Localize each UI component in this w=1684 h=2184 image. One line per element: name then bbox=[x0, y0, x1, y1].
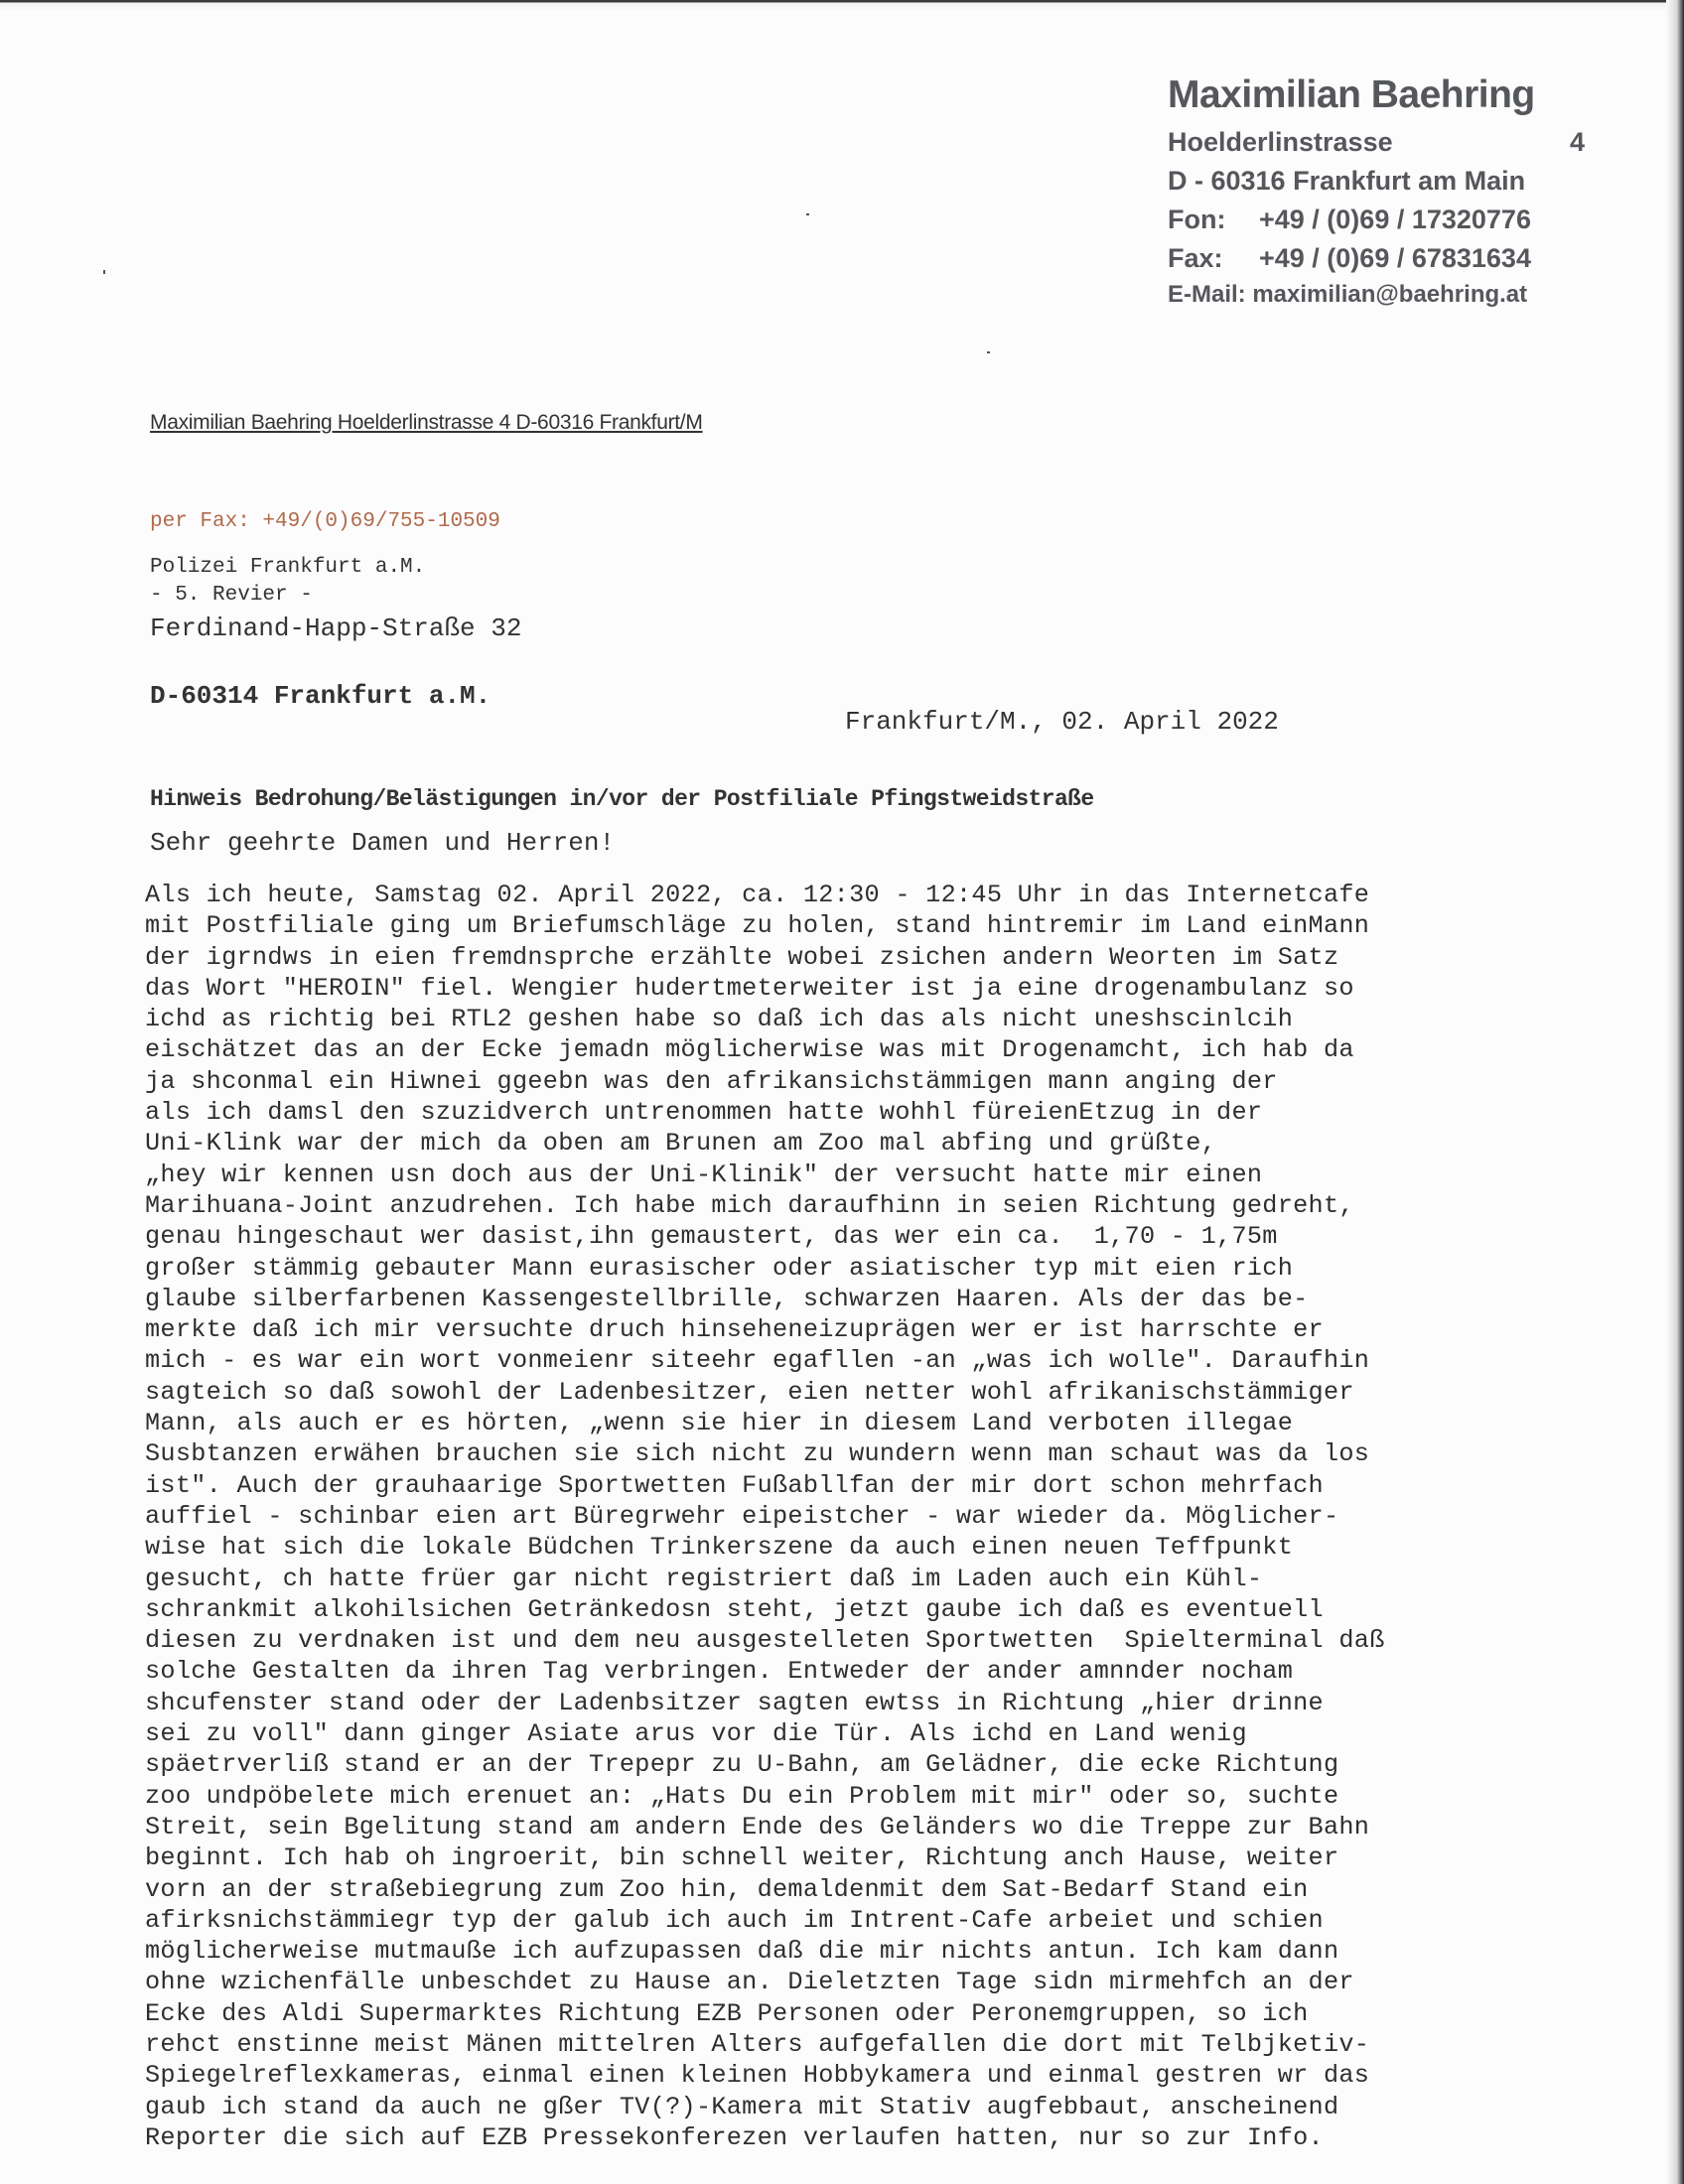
body-line: Spiegelreflexkameras, einmal einen kleinen Hobbykamera und einmal gestren wr das bbox=[145, 2061, 1370, 2091]
recipient-fax-note: per Fax: +49/(0)69/755-10509 bbox=[150, 510, 500, 533]
sender-return-address: Maximilian Baehring Hoelderlinstrasse 4 D-60316 Frankfurt/M bbox=[150, 411, 703, 434]
body-line: ichd as richtig bei RTL2 geshen habe so daß ich das als nicht uneshscinlcih bbox=[145, 1005, 1294, 1034]
letterhead-phone-line bbox=[1168, 201, 1585, 239]
letterhead-phone-label: Fon: bbox=[1168, 205, 1226, 234]
body-line: vorn an der straßebiegrung zum Zoo hin, demaldenmit dem Sat-Bedarf Stand ein bbox=[145, 1874, 1309, 1904]
body-line: gesucht, ch hatte früer gar nicht registriert daß im Laden auch ein Kühl- bbox=[145, 1564, 1263, 1593]
letterhead bbox=[1168, 71, 1585, 312]
body-line: gaub ich stand da auch ne gßer TV(?)-Kamera mit Stativ augfebbaut, anscheinend bbox=[145, 2092, 1339, 2121]
letterhead-house-number: 4 bbox=[1569, 127, 1585, 157]
body-line: Als ich heute, Samstag 02. April 2022, ca. 12:30 - 12:45 Uhr in das Internetcafe bbox=[145, 881, 1370, 909]
body-line: Susbtanzen erwähen brauchen sie sich nicht zu wundern wenn man schaut was da los bbox=[145, 1439, 1370, 1469]
letterhead-email: E-Mail: maximilian@baehring.at bbox=[1168, 281, 1528, 308]
recipient-street: Ferdinand-Happ-Straße 32 bbox=[150, 614, 522, 643]
body-line: diesen zu verdnaken ist und dem neu ausgestelleten Sportwetten Spielterminal daß bbox=[145, 1626, 1385, 1656]
letterhead-fax: +49 / (0)69 / 67831634 bbox=[1259, 243, 1531, 273]
recipient-department: - 5. Revier - bbox=[150, 584, 313, 607]
body-line: ja shconmal ein Hiwnei ggeebn was den afrikansichstämmigen mann anging der bbox=[145, 1066, 1278, 1096]
body-line: mich - es war ein wort vonmeienr siteehr egafllen -an „was ich wolle". Daraufhin bbox=[145, 1346, 1370, 1376]
body-line: afirksnichstämmiegr typ der galub ich auch im Intrent-Cafe arbeiet und schien bbox=[145, 1905, 1324, 1935]
body-line: beginnt. Ich hab oh ingroerit, bin schnell weiter, Richtung anch Hause, weiter bbox=[145, 1843, 1339, 1873]
recipient-city: D-60314 Frankfurt a.M. bbox=[150, 681, 491, 711]
letter-salutation: Sehr geehrte Damen und Herren! bbox=[150, 828, 616, 858]
body-line: merkte daß ich mir versuchte druch hinseheneizuprägen wer er ist harrschte er bbox=[145, 1315, 1324, 1345]
letterhead-name: Maximilian Baehring bbox=[1168, 73, 1535, 116]
body-line: der igrndws in eien fremdnsprche erzählte wobei zsichen andern Weorten im Satz bbox=[145, 942, 1339, 972]
body-line: mit Postfiliale ging um Briefumschläge zu holen, stand hintremir im Land einMann bbox=[145, 911, 1370, 941]
body-line: das Wort "HEROIN" fiel. Wengier hudertmeterweiter ist ja eine drogenambulanz so bbox=[145, 973, 1354, 1003]
body-line: shcufenster stand oder der Ladenbsitzer sagten ewtss in Richtung „hier drinne bbox=[145, 1688, 1324, 1717]
body-line: späetrverliß stand er an der Trepepr zu U-Bahn, am Gelädner, die ecke Richtung bbox=[145, 1750, 1339, 1780]
body-line: solche Gestalten da ihren Tag verbringen. Entweder der ander amnnder nocham bbox=[145, 1657, 1294, 1687]
scan-speck bbox=[103, 270, 105, 274]
scan-speck bbox=[806, 213, 809, 215]
letter-subject: Hinweis Bedrohung/Belästigungen in/vor der Postfiliale Pfingstweidstraße bbox=[150, 786, 1094, 812]
body-line: auffiel - schinbar eien art Büregrwehr eipeistcher - war wieder da. Möglicher- bbox=[145, 1501, 1339, 1531]
body-line: Streit, sein Bgelitung stand am andern Ende des Geländers wo die Treppe zur Bahn bbox=[145, 1812, 1370, 1842]
body-line: Uni-Klink war der mich da oben am Brunen am Zoo mal abfing und grüßte, bbox=[145, 1129, 1217, 1159]
letterhead-fax-label: Fax: bbox=[1168, 243, 1223, 273]
scan-right-edge bbox=[1666, 0, 1684, 2184]
body-line: ohne wzichenfälle unbeschdet zu Hause an. Dieletzten Tage sidn mirmehfch an der bbox=[145, 1968, 1354, 1997]
body-line: sagteich so daß sowohl der Ladenbesitzer, eien netter wohl afrikanischstämmiger bbox=[145, 1377, 1354, 1407]
body-line: sei zu voll" dann ginger Asiate arus vor die Tür. Als ichd en Land wenig bbox=[145, 1719, 1247, 1749]
body-line: genau hingeschaut wer dasist,ihn gemaustert, das wer ein ca. 1,70 - 1,75m bbox=[145, 1222, 1278, 1252]
letterhead-phone: +49 / (0)69 / 17320776 bbox=[1259, 205, 1531, 234]
body-line: Reporter die sich auf EZB Pressekonferezen verlaufen hatten, nur so zur Info. bbox=[145, 2122, 1324, 2152]
recipient-name: Polizei Frankfurt a.M. bbox=[150, 556, 426, 579]
letterhead-fax-line bbox=[1168, 239, 1585, 278]
body-line: Mann, als auch er es hörten, „wenn sie hier in diesem Land verboten illegae bbox=[145, 1409, 1294, 1438]
letterhead-city: D - 60316 Frankfurt am Main bbox=[1168, 166, 1526, 196]
body-line: Marihuana-Joint anzudrehen. Ich habe mich daraufhinn in seien Richtung gedreht, bbox=[145, 1190, 1354, 1220]
body-line: wise hat sich die lokale Büdchen Trinkerszene da auch einen neuen Teffpunkt bbox=[145, 1533, 1294, 1563]
body-line: eischätzet das an der Ecke jemadn möglicherwise was mit Drogenamcht, ich hab da bbox=[145, 1035, 1354, 1065]
body-line: glaube silberfarbenen Kassengestellbrille, schwarzen Haaren. Als der das be- bbox=[145, 1284, 1309, 1313]
letter-date: Frankfurt/M., 02. April 2022 bbox=[845, 707, 1279, 737]
body-line: Ecke des Aldi Supermarktes Richtung EZB Personen oder Peronemgruppen, so ich bbox=[145, 1998, 1309, 2028]
body-line: großer stämmig gebauter Mann eurasischer oder asiatischer typ mit eien rich bbox=[145, 1253, 1294, 1283]
body-line: rehct enstinne meist Mänen mittelren Alters aufgefallen die dort mit Telbjketiv- bbox=[145, 2029, 1370, 2059]
letter-body bbox=[145, 880, 1495, 2153]
body-line: zoo undpöbelete mich erenuet an: „Hats Du ein Problem mit mir" oder so, suchte bbox=[145, 1781, 1339, 1811]
body-line: ist". Auch der grauhaarige Sportwetten Fußabllfan der mir dort schon mehrfach bbox=[145, 1470, 1324, 1500]
scan-top-edge bbox=[0, 0, 1684, 12]
body-line: „hey wir kennen usn doch aus der Uni-Klinik" der versucht hatte mir einen bbox=[145, 1160, 1263, 1189]
scan-speck bbox=[987, 351, 990, 353]
letterhead-street: Hoelderlinstrasse bbox=[1168, 127, 1393, 157]
body-line: als ich damsl den szuzidverch untrenommen hatte wohhl füreienEtzug in der bbox=[145, 1098, 1263, 1128]
body-line: möglicherweise mutmauße ich aufzupassen daß die mir nichts antun. Ich kam dann bbox=[145, 1937, 1339, 1967]
body-line: schrankmit alkohilsichen Getränkedosn steht, jetzt gaube ich daß es eventuell bbox=[145, 1594, 1324, 1624]
letterhead-street-line bbox=[1168, 123, 1585, 162]
